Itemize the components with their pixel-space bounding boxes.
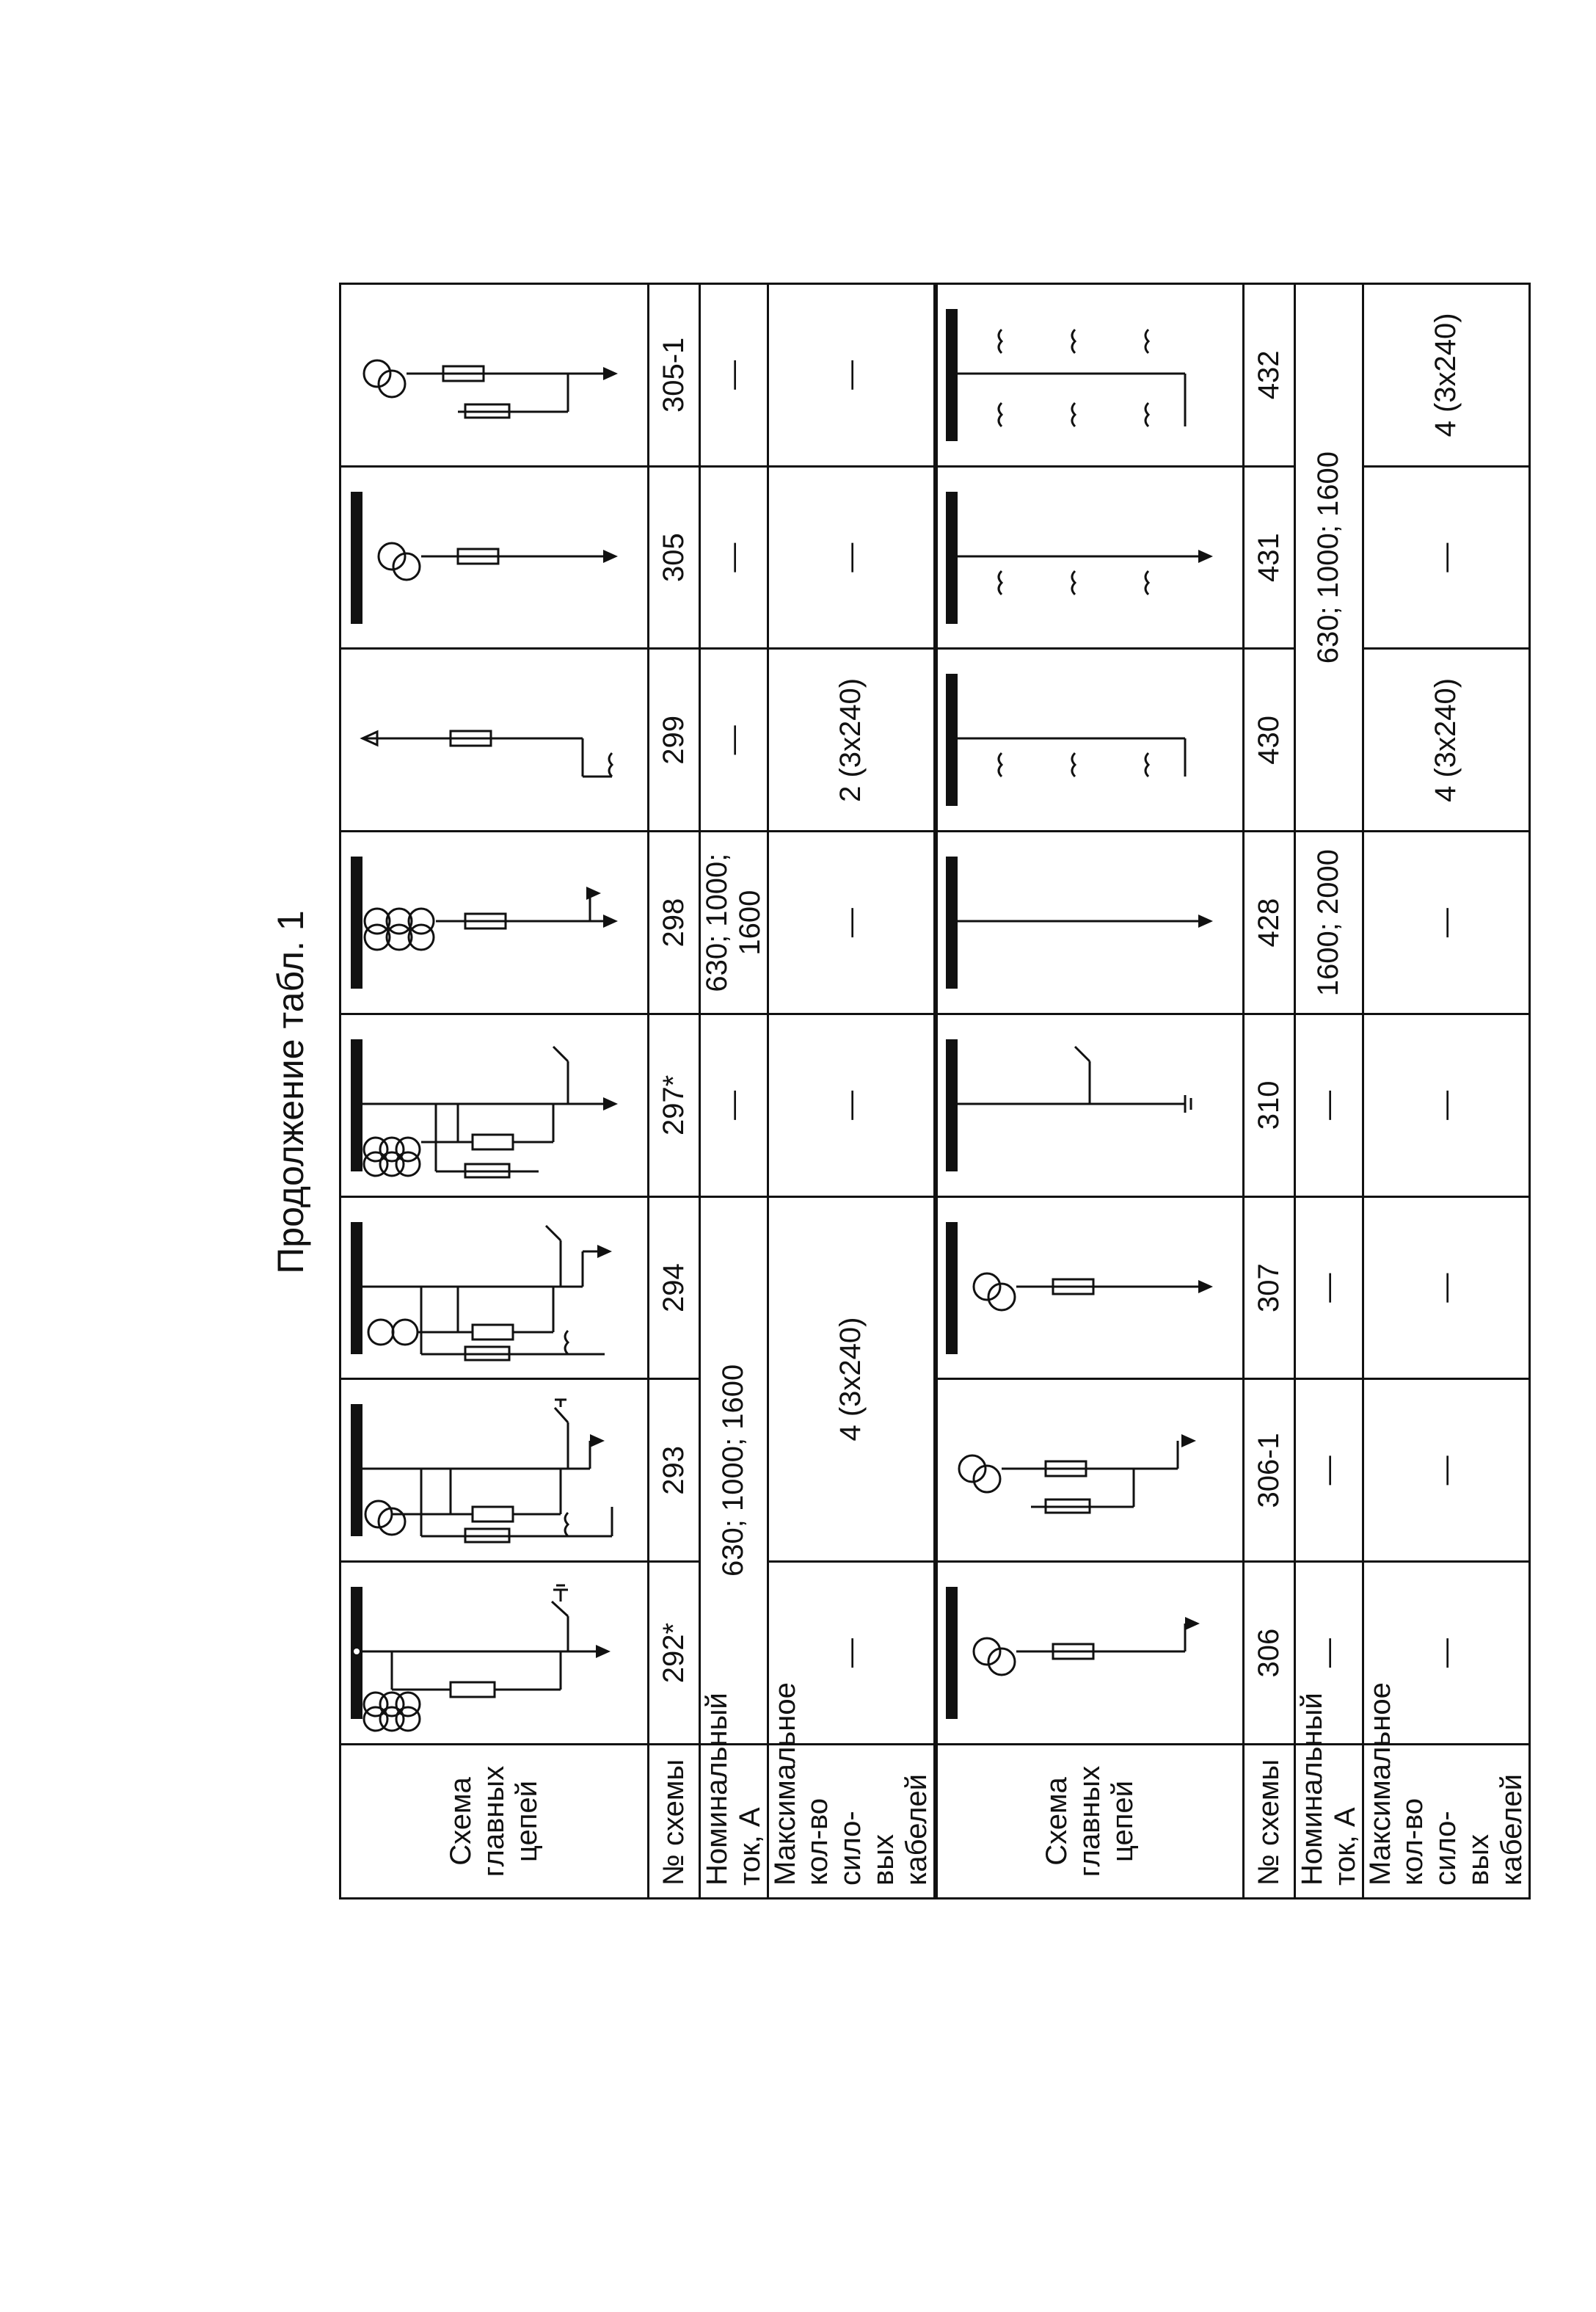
ground-icon [555, 1400, 566, 1407]
current-value-428: 1600; 2000 [1295, 832, 1363, 1014]
dash-cell: — [700, 649, 768, 832]
disconnector-icon [553, 1047, 568, 1061]
table-caption: Продолжение табл. 1 [270, 910, 311, 1274]
scheme-diagram-306 [936, 1562, 1244, 1745]
current-transformer-icon [609, 753, 612, 777]
transformer-icon [365, 1501, 405, 1535]
table-row [700, 284, 768, 1899]
transformer-icon [364, 1138, 420, 1176]
row-header-number: № схемы [1244, 1745, 1295, 1899]
disconnector-icon [1075, 1047, 1090, 1061]
transformer-icon [364, 1693, 420, 1731]
row-header-number: № схемы [649, 1745, 700, 1899]
dash-cell: — [700, 466, 768, 649]
row-header-cables: Максимальное кол-во сило- вых кабелей [768, 1745, 935, 1899]
cable-arrow-icon [603, 550, 618, 563]
scheme-diagram-298 [340, 832, 649, 1014]
row-header-cables: Максимальное кол-во сило- вых кабелей [1363, 1745, 1529, 1899]
scheme-number: 292* [649, 1562, 700, 1745]
fuse-icon [451, 1682, 495, 1697]
current-transformer-icon [565, 1513, 568, 1536]
scheme-diagram-432 [936, 284, 1244, 467]
dash-cell: — [1363, 1562, 1529, 1745]
dash-cell: — [768, 1562, 935, 1745]
ground-icon [1185, 1095, 1191, 1113]
dash-cell: — [700, 284, 768, 467]
dash-cell: — [768, 284, 935, 467]
scheme-number: 299 [649, 649, 700, 832]
transformer-icon [974, 1638, 1015, 1675]
current-transformer-icon [999, 330, 1148, 426]
current-transformer-icon [999, 571, 1148, 595]
scheme-number: 307 [1244, 1196, 1295, 1379]
transformer-icon [959, 1455, 1000, 1492]
row-header-current: Номинальный ток, А [1295, 1745, 1363, 1899]
current-value-430-432: 630; 1000; 1600 [1295, 284, 1363, 832]
transformer-icon [379, 543, 420, 580]
cable-arrow-icon [603, 915, 618, 928]
scheme-number: 294 [649, 1196, 700, 1379]
scheme-diagram-430 [936, 649, 1244, 832]
scheme-number: 431 [1244, 466, 1295, 649]
dash-cell: — [1363, 466, 1529, 649]
scheme-number: 298 [649, 832, 700, 1014]
scheme-number: 305 [649, 466, 700, 649]
rotated-table-area [270, 285, 1528, 1900]
cables-value-293-294: 4 (3x240) [768, 1196, 935, 1562]
scheme-diagram-293 [340, 1379, 649, 1562]
scheme-diagram-428 [936, 832, 1244, 1014]
scheme-number: 432 [1244, 284, 1295, 467]
disconnector-icon [546, 1226, 561, 1240]
transformer-icon [365, 909, 434, 950]
cable-arrow-icon [1198, 915, 1213, 928]
scheme-number: 306-1 [1244, 1379, 1295, 1562]
scheme-diagram-305-1 [340, 284, 649, 467]
fuse-icon [473, 1507, 513, 1522]
scheme-number: 306 [1244, 1562, 1295, 1745]
dash-cell: — [1295, 1014, 1363, 1197]
table-row [649, 284, 700, 1899]
current-transformer-icon [565, 1331, 568, 1354]
current-value-298: 630; 1000; 1600 [700, 832, 768, 1014]
scheme-diagram-299 [340, 649, 649, 832]
scheme-diagram-297 [340, 1014, 649, 1197]
cable-arrow-icon [596, 1645, 611, 1658]
dash-cell: — [1295, 1196, 1363, 1379]
dash-cell: — [768, 466, 935, 649]
table-row [340, 284, 649, 1899]
cables-value-430: 4 (3x240) [1363, 649, 1529, 832]
dash-cell: — [1363, 832, 1529, 1014]
dash-cell: — [700, 1014, 768, 1197]
scheme-diagram-292 [340, 1562, 649, 1745]
dash-cell: — [768, 1014, 935, 1197]
row-header-scheme: Схема главных цепей [340, 1745, 649, 1899]
transformer-icon [364, 360, 405, 397]
schemes-table [339, 283, 1531, 1900]
row-header-current: Номинальный ток, А [700, 1745, 768, 1899]
dash-cell: — [768, 832, 935, 1014]
dash-cell: — [1295, 1379, 1363, 1562]
cable-arrow-icon [1198, 1280, 1213, 1293]
fuse-icon [473, 1325, 513, 1339]
transformer-icon [974, 1273, 1015, 1310]
disconnector-icon [555, 1408, 568, 1422]
ground-icon [553, 1585, 568, 1602]
current-value-292-294: 630; 1000; 1600 [700, 1196, 768, 1744]
scheme-number: 428 [1244, 832, 1295, 1014]
dash-cell: — [1363, 1014, 1529, 1197]
cables-value-432: 4 (3x240) [1363, 284, 1529, 467]
table-row [768, 284, 935, 1899]
scheme-number: 430 [1244, 649, 1295, 832]
table-row [1363, 284, 1529, 1899]
disconnector-icon [552, 1602, 568, 1616]
cable-arrow-icon [603, 367, 618, 380]
table-row [1244, 284, 1295, 1899]
row-header-scheme: Схема главных цепей [936, 1745, 1244, 1899]
current-transformer-icon [999, 753, 1148, 777]
table-row [936, 284, 1244, 1899]
transformer-icon [368, 1320, 418, 1345]
scheme-diagram-294 [340, 1196, 649, 1379]
scheme-diagram-431 [936, 466, 1244, 649]
scheme-number: 305-1 [649, 284, 700, 467]
scheme-diagram-307 [936, 1196, 1244, 1379]
scheme-number: 297* [649, 1014, 700, 1197]
scheme-diagram-310 [936, 1014, 1244, 1197]
cable-arrow-icon [1185, 1617, 1200, 1630]
cables-value-299: 2 (3x240) [768, 649, 935, 832]
cable-arrow-icon [1198, 550, 1213, 563]
dash-cell: — [1363, 1196, 1529, 1379]
table-row [1295, 284, 1363, 1899]
scheme-diagram-305 [340, 466, 649, 649]
scheme-number: 293 [649, 1379, 700, 1562]
cable-arrow-icon [1181, 1434, 1196, 1447]
scheme-diagram-306-1 [936, 1379, 1244, 1562]
dash-cell: — [1295, 1562, 1363, 1745]
cable-arrow-icon [590, 1434, 605, 1447]
scheme-number: 310 [1244, 1014, 1295, 1197]
fuse-icon [473, 1135, 513, 1149]
dash-cell: — [1363, 1379, 1529, 1562]
cable-arrow-icon [603, 1097, 618, 1110]
